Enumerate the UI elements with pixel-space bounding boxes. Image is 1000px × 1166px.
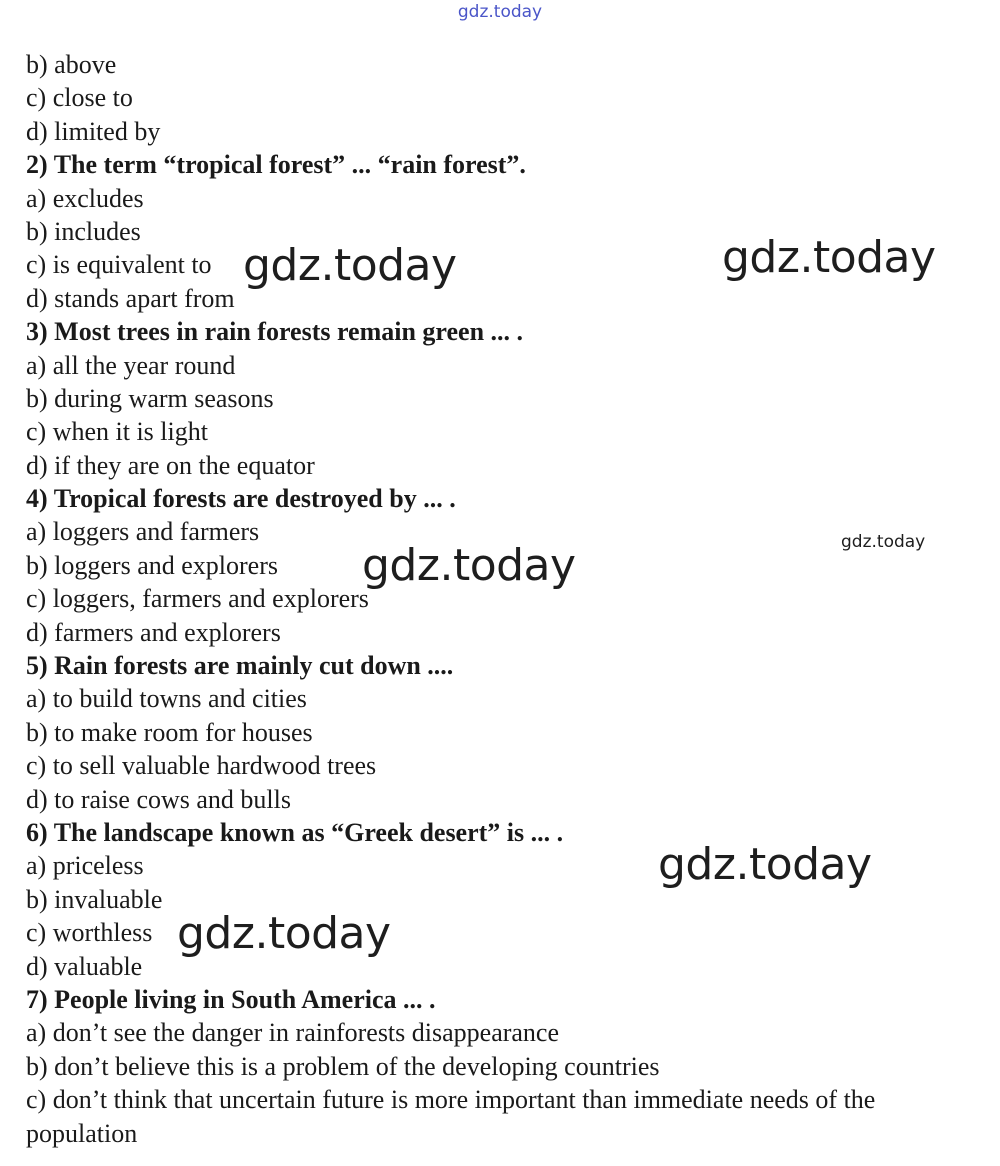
question-heading: 3) Most trees in rain forests remain green ... . bbox=[26, 317, 524, 347]
watermark: gdz.today bbox=[722, 232, 936, 283]
header-watermark: gdz.today bbox=[457, 2, 543, 22]
answer-option: c) worthless bbox=[26, 918, 153, 948]
answer-option: a) all the year round bbox=[26, 350, 236, 380]
question-heading: 4) Tropical forests are destroyed by ... . bbox=[26, 484, 456, 514]
answer-option: a) loggers and farmers bbox=[26, 517, 260, 547]
answer-option: b) above bbox=[26, 50, 117, 79]
answer-option: a) to build towns and cities bbox=[26, 684, 307, 714]
answer-option: a) excludes bbox=[26, 183, 144, 213]
answer-option: d) if they are on the equator bbox=[26, 450, 315, 480]
answer-option: b) to make room for houses bbox=[26, 717, 313, 747]
answer-option: d) stands apart from bbox=[26, 283, 235, 313]
answer-option: b) loggers and explorers bbox=[26, 550, 278, 580]
answer-option: b) don’t believe this is a problem of the developing countries bbox=[26, 1051, 660, 1081]
watermark: gdz.today bbox=[243, 240, 457, 291]
answer-option: d) limited by bbox=[26, 116, 161, 146]
answer-option: b) invaluable bbox=[26, 884, 163, 914]
answer-option: c) close to bbox=[26, 83, 133, 113]
answer-option: c) to sell valuable hardwood trees bbox=[26, 751, 377, 781]
answer-option: b) during warm seasons bbox=[26, 383, 274, 413]
question-heading: 5) Rain forests are mainly cut down .... bbox=[26, 651, 454, 681]
answer-option: a) priceless bbox=[26, 851, 144, 881]
answer-option: c) don’t think that uncertain future is more important than immediate needs of the population bbox=[26, 1085, 876, 1148]
question-heading: 2) The term “tropical forest” ... “rain forest”. bbox=[26, 150, 526, 180]
question-heading: 7) People living in South America ... . bbox=[26, 984, 436, 1014]
question-heading: 6) The landscape known as “Greek desert” is ... . bbox=[26, 817, 564, 847]
answer-option: d) valuable bbox=[26, 951, 143, 981]
answer-option: a) don’t see the danger in rainforests disappearance bbox=[26, 1018, 560, 1048]
answer-option: c) when it is light bbox=[26, 417, 208, 447]
watermark: gdz.today bbox=[362, 540, 576, 591]
watermark: gdz.today bbox=[177, 908, 391, 959]
question-list bbox=[26, 48, 976, 1150]
answer-option: d) farmers and explorers bbox=[26, 617, 281, 647]
answer-option: c) is equivalent to bbox=[26, 250, 212, 280]
watermark: gdz.today bbox=[658, 839, 872, 890]
answer-option: b) includes bbox=[26, 216, 141, 246]
answer-option: d) to raise cows and bulls bbox=[26, 784, 292, 814]
answer-option: c) loggers, farmers and explorers bbox=[26, 584, 369, 614]
watermark: gdz.today bbox=[841, 532, 926, 552]
